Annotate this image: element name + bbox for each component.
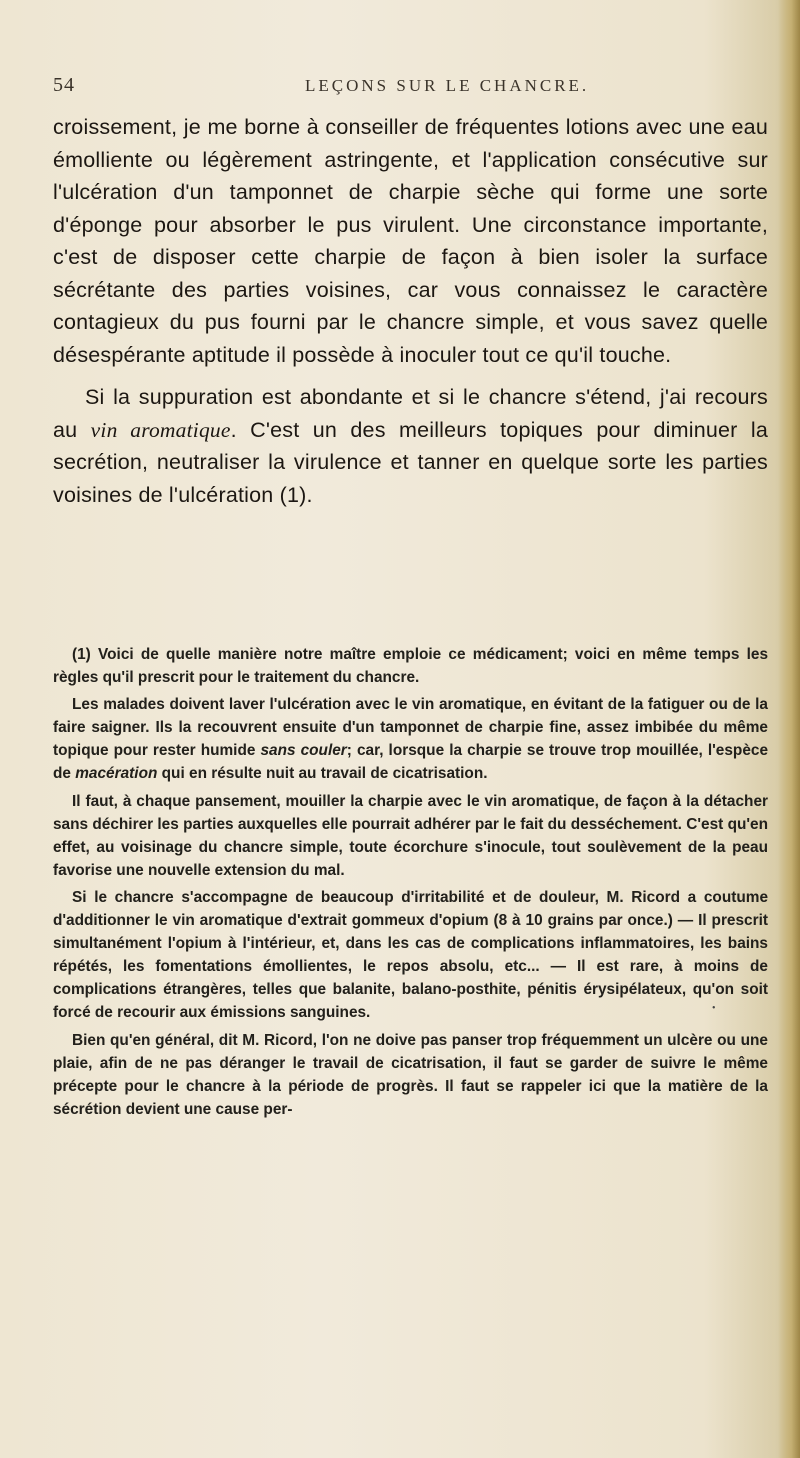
- main-paragraph-2-part-a: Si la suppuration est abondante et si le chancre s'étend, j'ai recours au: [53, 385, 768, 442]
- sans-couler-term: sans couler: [260, 742, 347, 760]
- page-number: 54: [53, 74, 75, 96]
- main-paragraph-2-part-b: . C'est un des meilleurs topiques pour diminuer la secrétion, neutraliser la virulence et tanner en quelque sorte les parties voisines de l'ulcération (1).: [53, 417, 768, 507]
- main-paragraph-2: [53, 381, 768, 511]
- footnote-paragraph-2-part-a: Les malades doivent laver l'ulcération avec le vin aromatique, en évitant de la fatiguer ou de la faire saigner. Ils la recouvrent ensuite d'un tamponnet de charpie fine, assez imbibée du même topique pour rester humide: [53, 696, 768, 760]
- footnote-paragraph-1: (1) Voici de quelle manière notre maître emploie ce médicament; voici en même temps les règles qu'il prescrit pour le traitement du chancre.: [53, 646, 768, 687]
- main-paragraph-1: croissement, je me borne à conseiller de fréquentes lotions avec une eau émolliente ou légèrement astringente, et l'application consécutive sur l'ulcération d'un tamponnet de charpie sèche qui forme une sorte d'éponge pour absorber le pus virulent. Une circonstance importante, c'est de disposer cette charpie de façon à bien isoler la surface sécrétante des parties voisines, car vous connaissez le caractère contagieux du pus fourni par le chancre simple, et vous savez quelle désespérante aptitude il possède à inoculer tout ce qu'il touche.: [53, 115, 768, 367]
- maceration-term: macération: [75, 765, 158, 783]
- footnote-paragraph-2-part-c: qui en résulte nuit au travail de cicatrisation.: [157, 765, 488, 783]
- footnote-paragraph-2-part-b: ; car, lorsque la charpie se trouve trop mouillée, l'espèce de: [53, 742, 768, 783]
- footnote-paragraph-5: Bien qu'en général, dit M. Ricord, l'on ne doive pas panser trop fréquemment un ulcère ou une plaie, afin de ne pas déranger le travail de cicatrisation, il faut se garder de suivre le même précepte pour le chancre à la période de progrès. Il faut se rappeler ici que la matière de la sécrétion devient une cause per-: [53, 1031, 768, 1118]
- footnote-paragraph-4: Si le chancre s'accompagne de beaucoup d'irritabilité et de douleur, M. Ricord a coutume d'additionner le vin aromatique d'extrait gommeux d'opium (8 à 10 grains par once.) — Il prescrit simultanément l'opium à l'intérieur, et, dans les cas de complications inflammatoires, les bains répétés, les fomentations émollientes, le repos absolu, etc... — Il est rare, à moins de complications étrangères, telles que balanite, balano-posthite, pénitis érysipélateux, qu'on soit forcé de recourir aux émissions sanguines.: [53, 888, 768, 1022]
- footnote-paragraph-3: Il faut, à chaque pansement, mouiller la charpie avec le vin aromatique, de façon à la détacher sans déchirer les parties auxquelles elle pourrait adhérer par le fait du desséchement. C'est qu'en effet, au voisinage du chancre simple, toute écorchure s'inocule, tout soulèvement de la peau favorise une nouvelle extension du mal.: [53, 792, 768, 879]
- page-edge-shadow: [778, 0, 800, 1458]
- signature-mark: •: [712, 1003, 716, 1014]
- footnote-paragraph-2: [53, 693, 768, 785]
- page-header: [53, 74, 753, 104]
- running-head: LEÇONS SUR LE CHANCRE.: [305, 76, 590, 95]
- footnote: [53, 643, 768, 1125]
- vin-aromatique-term: vin aromatique: [90, 417, 231, 442]
- main-text: [53, 111, 768, 511]
